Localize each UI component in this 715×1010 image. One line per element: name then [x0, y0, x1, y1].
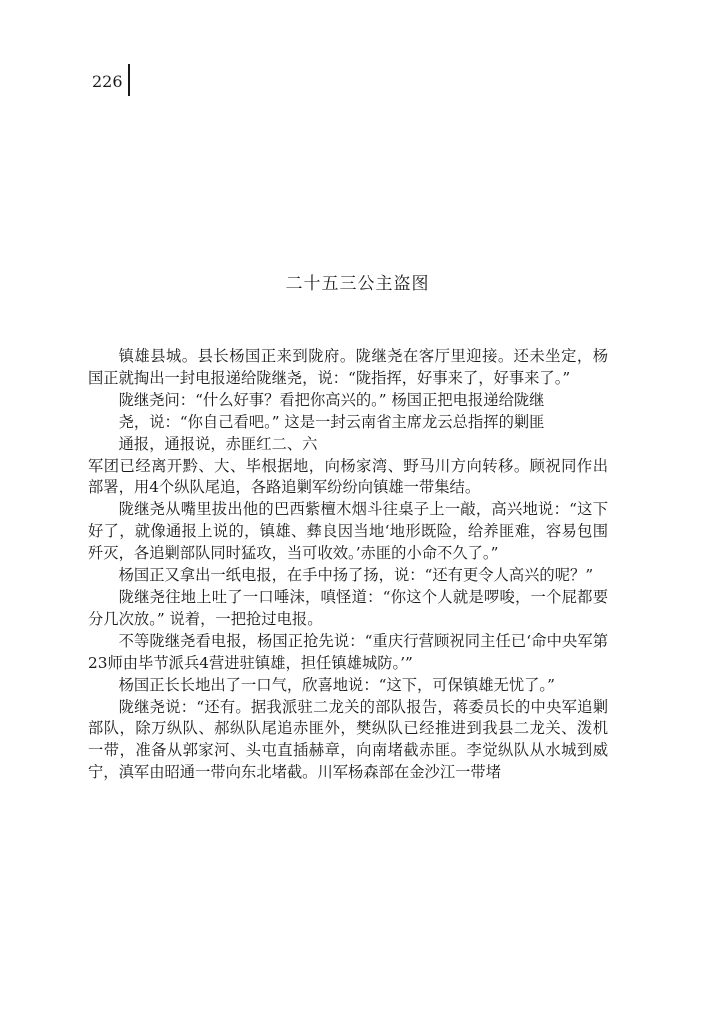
paragraph: 陇继尧往地上吐了一口唾沫，嗔怪道：“你这个人就是啰唆，一个屁都要分几次放。” 说着，一把抢过电报。 [88, 587, 608, 628]
page-number: 226 [92, 72, 123, 91]
paragraph: 尧，说：“你自己看吧。” 这是一封云南省主席龙云总指挥的剿匪 [118, 412, 545, 431]
paragraph: 陇继尧说：“还有。据我派驻二龙关的部队报告，蒋委员长的中央军追剿部队，除万纵队、郝纵队尾追赤匪外，樊纵队已经推进到我县二龙关、泼机一带，准备从郭家河、头屯直插赫章，向南堵截赤匪。李觉纵队从水城到威宁，滇军由昭通一带向东北堵截。川军杨森部在金沙江一带堵 [88, 697, 608, 782]
paragraph: 军团已经离开黔、大、毕根据地，向杨家湾、野马川方向转移。顾祝同作出部署，用4个纵队尾追，各路追剿军纷纷向镇雄一带集结。 [88, 456, 608, 497]
paragraph: 杨国正长长地出了一口气，欣喜地说：“这下，可保镇雄无忧了。” [118, 675, 555, 694]
body-text [88, 346, 608, 784]
paragraph: 通报，通报说，赤匪红二、六 [118, 434, 318, 453]
paragraph: 镇雄县城。县长杨国正来到陇府。陇继尧在客厅里迎接。还未坐定，杨国正就掏出一封电报递给陇继尧，说：“陇指挥，好事来了，好事来了。” [88, 347, 608, 387]
paragraph: 不等陇继尧看电报，杨国正抢先说：“重庆行营顾祝同主任已‘命中央军第23师由毕节派兵4营进驻镇雄，担任镇雄城防。’” [88, 631, 608, 672]
header-rule [128, 64, 130, 96]
paragraph: 陇继尧问：“什么好事？看把你高兴的。” 杨国正把电报递给陇继 [118, 390, 545, 409]
paragraph: 陇继尧从嘴里拔出他的巴西紫檀木烟斗往桌子上一敲，高兴地说：“这下好了，就像通报上说的，镇雄、彝良因当地‘地形既险，给养匪难，容易包围歼灭，各追剿部队同时猛攻，当可收效。’赤匪的小命不久了。” [88, 500, 608, 563]
paragraph: 杨国正又拿出一纸电报，在手中扬了扬，说：“还有更令人高兴的呢？” [118, 566, 594, 585]
chapter-title: 二十五三公主盗图 [285, 274, 430, 294]
